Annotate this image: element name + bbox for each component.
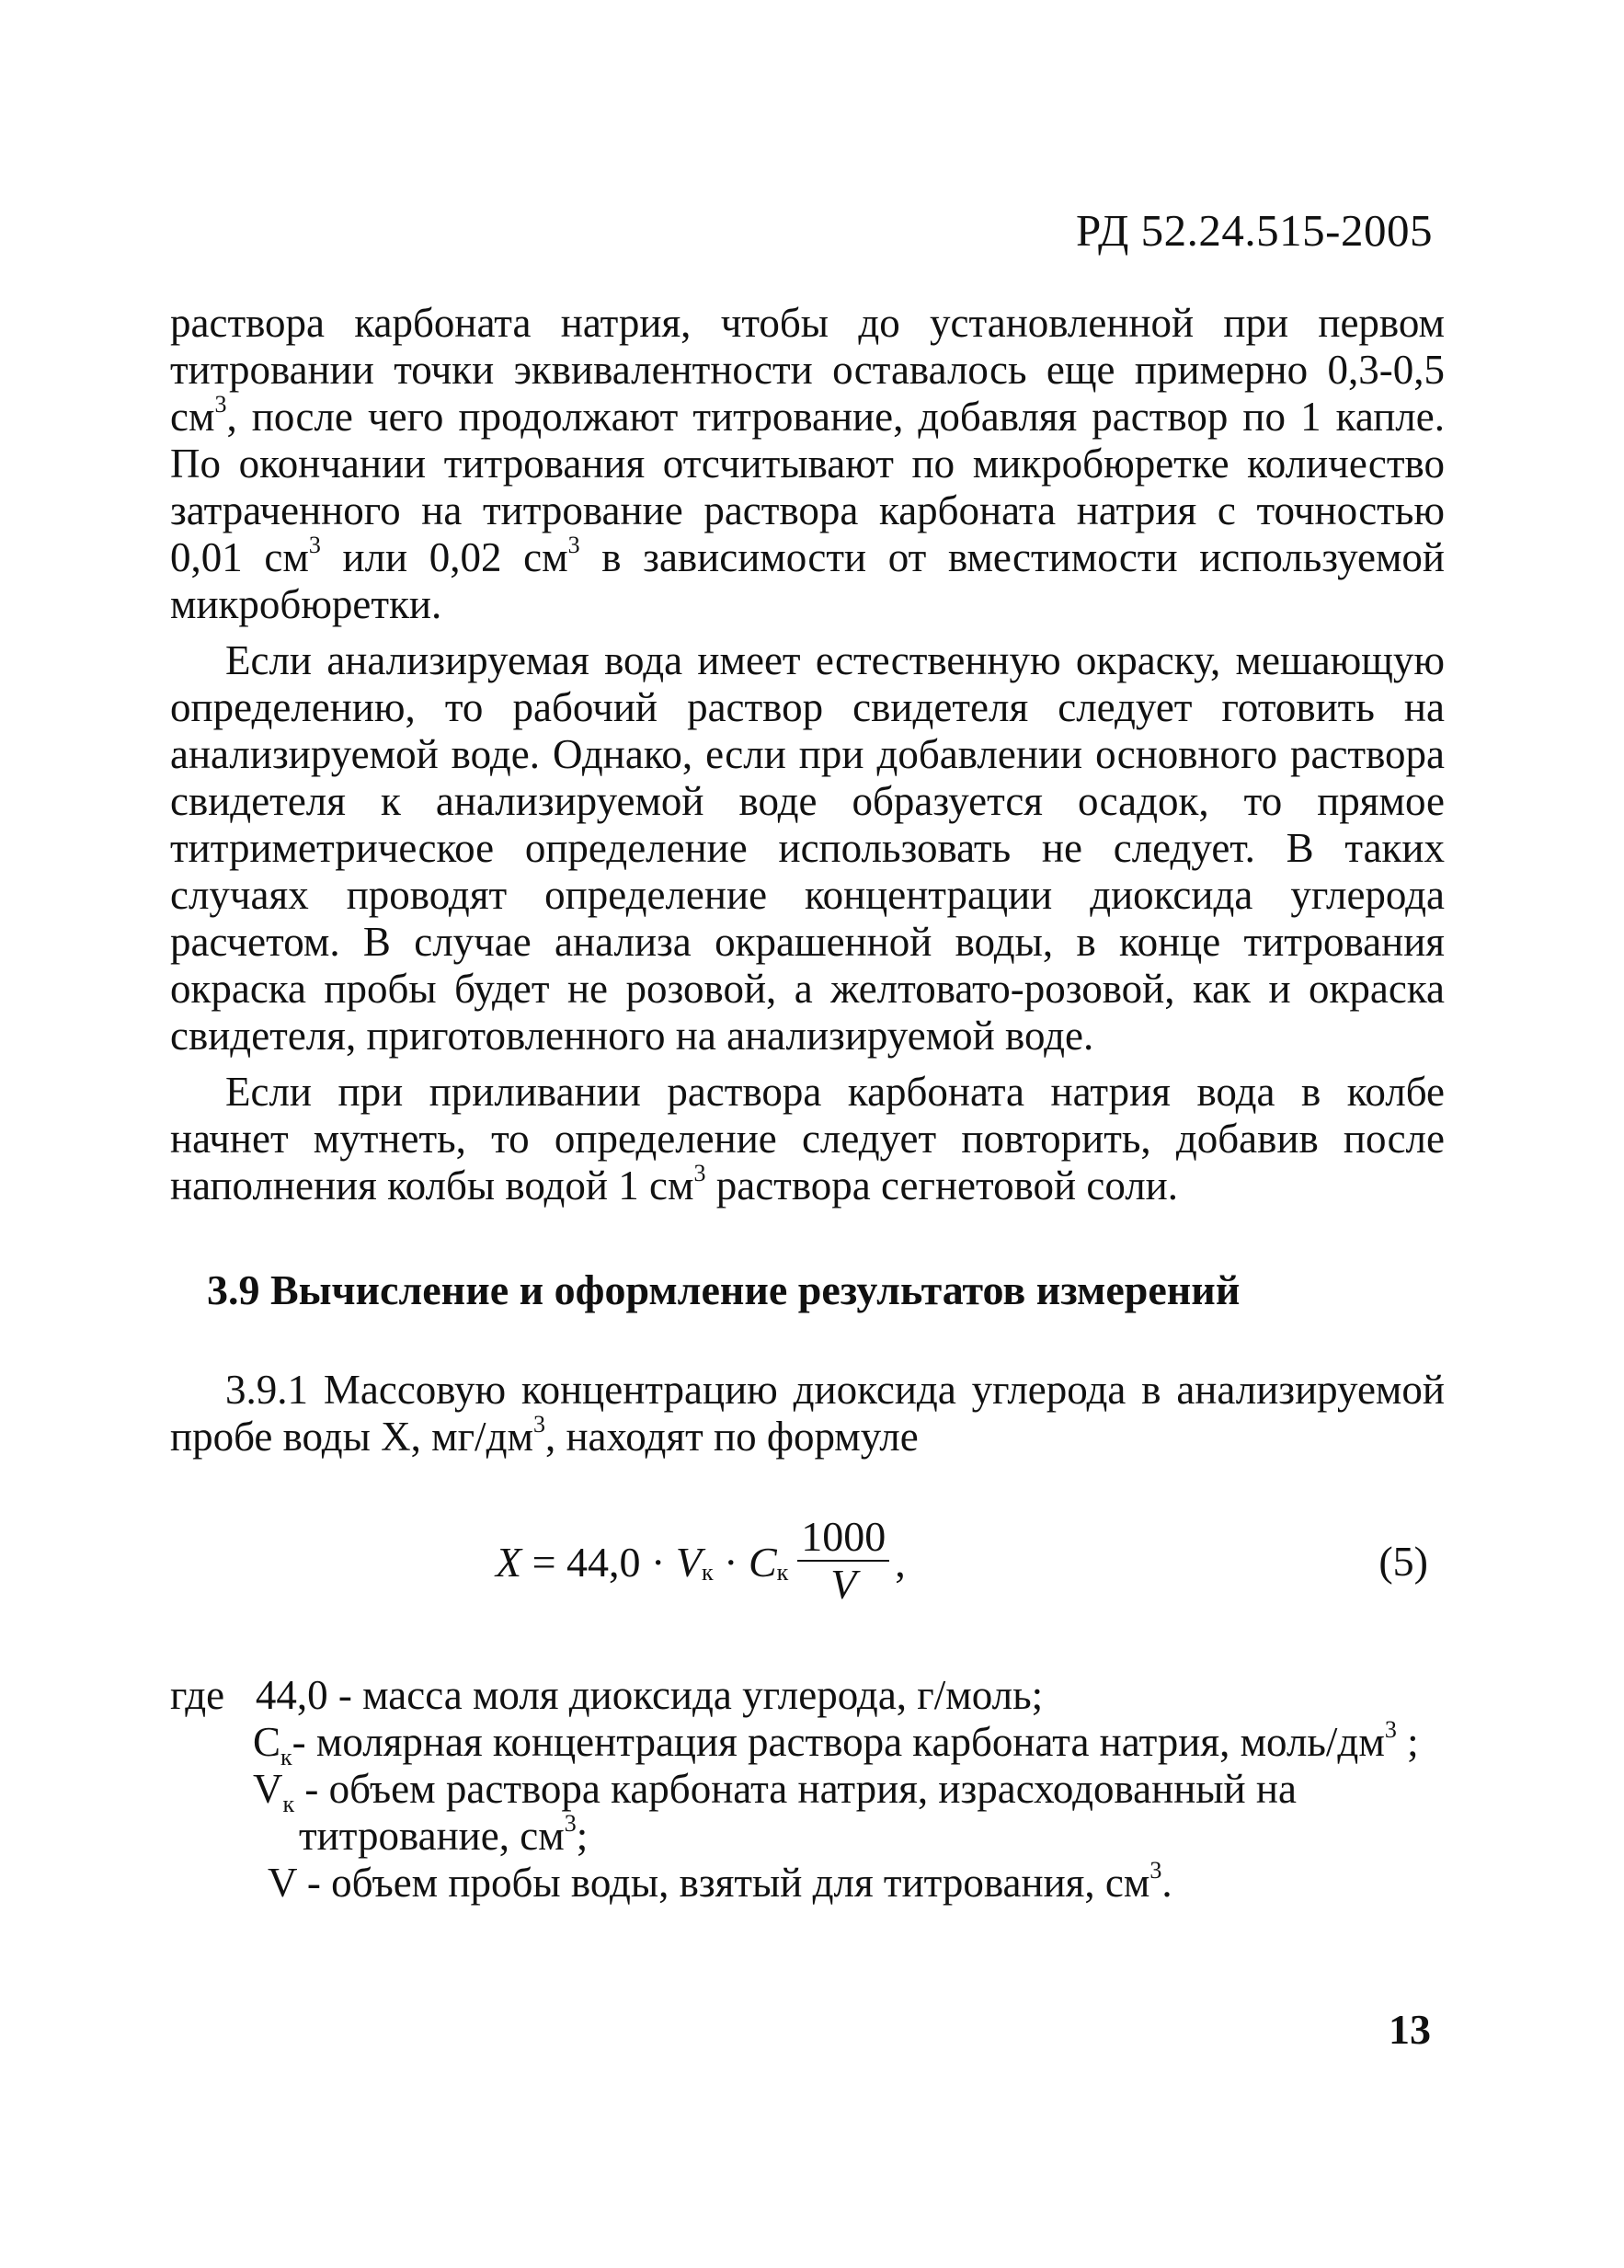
definition-carbonate-volume-cont	[170, 1810, 1445, 1860]
definition-sample-volume	[170, 1857, 1445, 1907]
formula-block	[170, 1499, 1445, 1628]
text-run: 44,0 - масса моля диоксида углерода, г/моль;	[255, 1672, 1044, 1718]
superscript: 3	[567, 532, 580, 558]
text-run: ;	[576, 1813, 589, 1859]
superscript: 3	[308, 532, 321, 558]
formula-dot: ·	[713, 1538, 749, 1586]
symbol: С	[253, 1719, 281, 1765]
symbol: V	[253, 1766, 283, 1812]
subscript: к	[280, 1744, 292, 1770]
definition-molar-mass	[170, 1672, 1445, 1719]
formula-volume: V	[675, 1538, 702, 1586]
superscript: 3	[532, 1411, 545, 1438]
text-run: раствора карбоната натрия, чтобы до установленной при первом титровании точки эквивалентности оставалось еще примерно 0,3-0,5 см	[170, 300, 1445, 440]
text-run: , находят по формуле	[544, 1414, 919, 1460]
text-run: или 0,02 см	[320, 534, 568, 580]
text-run: в зависимости от вместимости используемой микробюретки.	[170, 534, 1446, 627]
formula-concentration: C	[748, 1538, 777, 1586]
definition-carbonate-volume	[170, 1766, 1445, 1817]
fraction-numerator: 1000	[797, 1516, 889, 1562]
document-code: РД 52.24.515-2005	[1075, 205, 1433, 256]
text-run: титрование, см	[299, 1813, 565, 1859]
formula-equals: = 44,0 ·	[521, 1538, 676, 1586]
text-run: - молярная концентрация раствора карбоната натрия, моль/дм	[292, 1719, 1385, 1765]
paragraph-titration-end	[170, 300, 1445, 628]
subscript: к	[282, 1791, 295, 1817]
text-run: V - объем пробы воды, взятый для титрования, см	[268, 1860, 1150, 1906]
superscript: 3	[693, 1160, 706, 1186]
definition-concentration	[170, 1716, 1445, 1770]
text-run: Если при приливании раствора карбоната натрия вода в колбе начнет мутнеть, то определение следует повторить, добавив после наполнения колбы водой 1 см	[170, 1069, 1445, 1208]
superscript: 3	[214, 391, 227, 418]
page-body	[170, 300, 1445, 1907]
text-run: , после чего продолжают титрование, добавляя раствор по 1 капле. По окончании титрования отсчитывают по микробюретке количество затраченного на титрование раствора карбоната натрия с точностью 0,01 см	[170, 394, 1445, 580]
equation-number: (5)	[1378, 1538, 1428, 1585]
paragraph-turbidity	[170, 1069, 1445, 1209]
text-run: раствора сегнетовой соли.	[705, 1163, 1179, 1208]
formula: X = 44,0 · V $_к$ · C $_к$ $\frac{1000}{V}$ ,	[496, 1513, 906, 1608]
text-run: ;	[1396, 1719, 1419, 1765]
superscript: 3	[1384, 1716, 1397, 1743]
superscript: 3	[1149, 1857, 1162, 1884]
text-run: .	[1161, 1860, 1172, 1906]
paragraph-calculation	[170, 1367, 1445, 1460]
text-run: - объем раствора карбоната натрия, израсходованный на	[294, 1766, 1297, 1812]
page-number: 13	[1389, 2006, 1431, 2053]
formula-lhs: X	[496, 1538, 522, 1586]
fraction-denominator: V	[830, 1561, 857, 1608]
text-run: 3.9.1 Массовую концентрацию диоксида углерода в анализируемой пробе воды Х, мг/дм	[170, 1367, 1445, 1460]
section-heading: 3.9 Вычисление и оформление результатов измерений	[207, 1266, 1241, 1313]
superscript: 3	[564, 1810, 577, 1837]
formula-comma: ,	[895, 1538, 906, 1586]
paragraph-colored-water: Если анализируемая вода имеет естественную окраску, мешающую определению, то рабочий раствор свидетеля следует готовить на анализируемой воде. Однако, если при добавлении основного раствора свидетеля к анализируемой воде образуется осадок, то прямое титриметрическое определение использовать не следует. В таких случаях проводят определение концентрации диоксида углерода расчетом. В случае анализа окрашенной воды, в конце титрования окраска пробы будет не розовой, а желтовато-розовой, как и окраска свидетеля, приготовленного на анализируемой воде.	[170, 637, 1445, 1059]
formula-fraction	[797, 1513, 889, 1608]
where-label: где	[170, 1672, 225, 1718]
